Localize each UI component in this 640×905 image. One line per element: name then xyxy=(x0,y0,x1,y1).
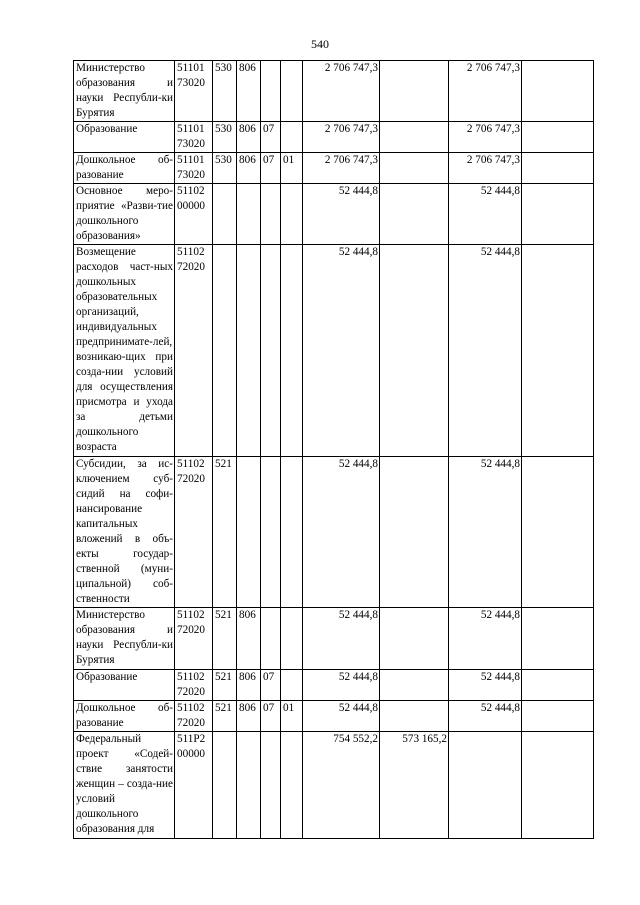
row-section: 07 xyxy=(261,153,281,184)
row-amount-2 xyxy=(380,184,449,245)
row-expense-type: 521 xyxy=(213,701,237,732)
row-amount-1: 2 706 747,3 xyxy=(303,153,380,184)
row-target-article: 51102 72020 xyxy=(175,670,213,701)
row-amount-3: 52 444,8 xyxy=(449,184,522,245)
row-amount-4 xyxy=(522,245,594,457)
row-amount-4 xyxy=(522,61,594,122)
row-name: Возмещение расходов част-ных дошкольных образовательных организаций, индивидуальных предпринимате-лей, возникаю-щих при созда-нии условий для осуществления присмотра и ухода за детьми дошкольного возраста xyxy=(74,245,175,457)
row-expense-type xyxy=(213,245,237,457)
row-target-article: 51102 72020 xyxy=(175,245,213,457)
row-expense-type xyxy=(213,184,237,245)
row-amount-2 xyxy=(380,457,449,608)
row-section xyxy=(261,61,281,122)
row-amount-1: 52 444,8 xyxy=(303,608,380,670)
row-target-article: 51102 72020 xyxy=(175,701,213,732)
row-admin-code: 806 xyxy=(237,122,261,153)
row-admin-code: 806 xyxy=(237,608,261,670)
row-target-article: 51102 00000 xyxy=(175,184,213,245)
row-admin-code: 806 xyxy=(237,61,261,122)
row-expense-type: 521 xyxy=(213,670,237,701)
row-amount-2 xyxy=(380,61,449,122)
row-amount-2 xyxy=(380,608,449,670)
row-amount-4 xyxy=(522,670,594,701)
row-amount-3: 52 444,8 xyxy=(449,701,522,732)
row-amount-4 xyxy=(522,122,594,153)
row-amount-3: 2 706 747,3 xyxy=(449,153,522,184)
row-target-article: 51101 73020 xyxy=(175,122,213,153)
row-subsection: 01 xyxy=(281,701,303,732)
row-amount-1: 52 444,8 xyxy=(303,670,380,701)
row-expense-type: 530 xyxy=(213,122,237,153)
row-subsection xyxy=(281,457,303,608)
row-amount-1: 2 706 747,3 xyxy=(303,122,380,153)
row-amount-2: 573 165,2 xyxy=(380,732,449,839)
table-row xyxy=(74,608,594,670)
row-amount-2 xyxy=(380,701,449,732)
table-row xyxy=(74,184,594,245)
row-subsection xyxy=(281,61,303,122)
row-section xyxy=(261,184,281,245)
row-target-article: 51102 72020 xyxy=(175,608,213,670)
row-admin-code xyxy=(237,245,261,457)
row-target-article: 511P2 00000 xyxy=(175,732,213,839)
row-amount-3: 52 444,8 xyxy=(449,670,522,701)
row-amount-3: 52 444,8 xyxy=(449,245,522,457)
table-row xyxy=(74,457,594,608)
row-admin-code: 806 xyxy=(237,701,261,732)
row-expense-type: 530 xyxy=(213,153,237,184)
row-amount-4 xyxy=(522,457,594,608)
row-amount-2 xyxy=(380,245,449,457)
row-amount-4 xyxy=(522,608,594,670)
table-row xyxy=(74,61,594,122)
row-section xyxy=(261,608,281,670)
row-admin-code xyxy=(237,457,261,608)
table-row xyxy=(74,245,594,457)
row-name: Субсидии, за ис-ключением суб-сидий на софи-нансирование капитальных вложений в объ-екты государ-ственной (муни-ципальной) соб-ственности xyxy=(74,457,175,608)
row-expense-type: 521 xyxy=(213,608,237,670)
row-subsection xyxy=(281,608,303,670)
row-subsection: 01 xyxy=(281,153,303,184)
row-admin-code xyxy=(237,184,261,245)
page-number: 540 xyxy=(311,37,329,51)
row-amount-1: 754 552,2 xyxy=(303,732,380,839)
row-target-article: 51101 73020 xyxy=(175,153,213,184)
row-amount-1: 52 444,8 xyxy=(303,457,380,608)
table-row xyxy=(74,670,594,701)
row-amount-1: 52 444,8 xyxy=(303,184,380,245)
row-subsection xyxy=(281,670,303,701)
row-amount-2 xyxy=(380,153,449,184)
row-name: Основное меро-приятие «Разви-тие дошкольного образования» xyxy=(74,184,175,245)
row-section: 07 xyxy=(261,122,281,153)
row-admin-code xyxy=(237,732,261,839)
table-row xyxy=(74,122,594,153)
row-amount-2 xyxy=(380,670,449,701)
row-name: Образование xyxy=(74,670,175,701)
row-subsection xyxy=(281,732,303,839)
row-amount-1: 2 706 747,3 xyxy=(303,61,380,122)
row-expense-type: 530 xyxy=(213,61,237,122)
row-amount-3: 52 444,8 xyxy=(449,457,522,608)
row-admin-code: 806 xyxy=(237,153,261,184)
row-expense-type xyxy=(213,732,237,839)
row-name: Дошкольное об-разование xyxy=(74,701,175,732)
table-row xyxy=(74,732,594,839)
row-amount-1: 52 444,8 xyxy=(303,701,380,732)
row-name: Образование xyxy=(74,122,175,153)
row-amount-4 xyxy=(522,701,594,732)
row-section xyxy=(261,732,281,839)
row-section xyxy=(261,457,281,608)
row-amount-4 xyxy=(522,153,594,184)
row-name: Министерство образования и науки Республи-ки Бурятия xyxy=(74,61,175,122)
row-target-article: 51101 73020 xyxy=(175,61,213,122)
row-amount-2 xyxy=(380,122,449,153)
row-name: Федеральный проект «Содей-ствие занятости женщин – созда-ние условий дошкольного образования для xyxy=(74,732,175,839)
row-amount-1: 52 444,8 xyxy=(303,245,380,457)
budget-table xyxy=(73,60,594,839)
row-admin-code: 806 xyxy=(237,670,261,701)
row-amount-3: 2 706 747,3 xyxy=(449,122,522,153)
row-section: 07 xyxy=(261,670,281,701)
row-subsection xyxy=(281,184,303,245)
row-amount-4 xyxy=(522,184,594,245)
row-amount-3: 2 706 747,3 xyxy=(449,61,522,122)
row-amount-3: 52 444,8 xyxy=(449,608,522,670)
row-section xyxy=(261,245,281,457)
row-section: 07 xyxy=(261,701,281,732)
row-subsection xyxy=(281,122,303,153)
row-subsection xyxy=(281,245,303,457)
table-row xyxy=(74,701,594,732)
row-expense-type: 521 xyxy=(213,457,237,608)
table-row xyxy=(74,153,594,184)
row-name: Дошкольное об-разование xyxy=(74,153,175,184)
row-amount-3 xyxy=(449,732,522,839)
row-amount-4 xyxy=(522,732,594,839)
row-target-article: 51102 72020 xyxy=(175,457,213,608)
row-name: Министерство образования и науки Республи-ки Бурятия xyxy=(74,608,175,670)
